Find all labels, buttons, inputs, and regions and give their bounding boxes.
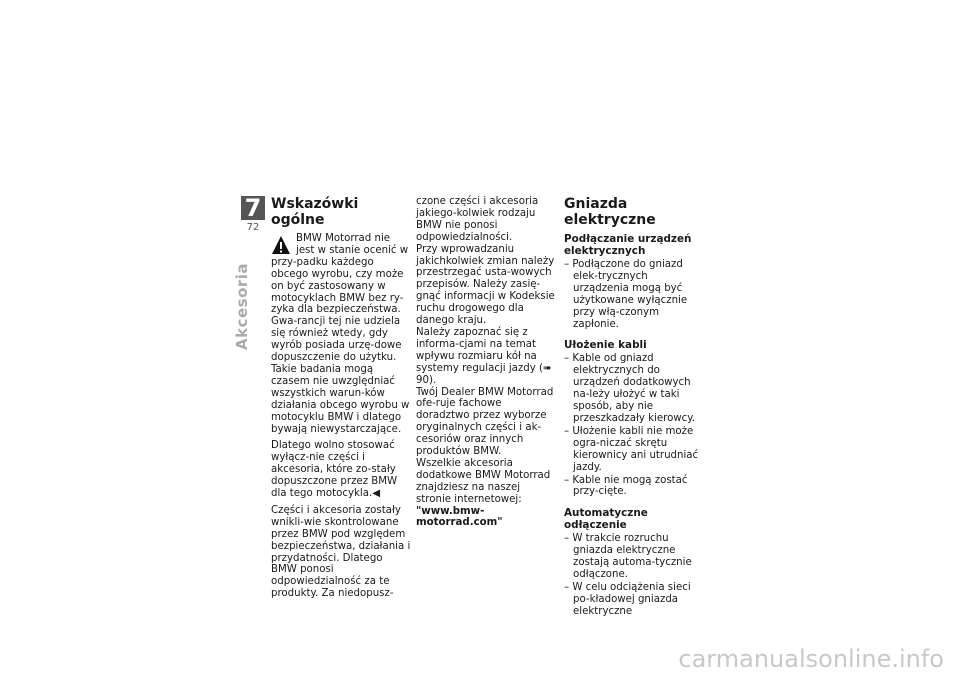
list-item: – Kable od gniazd elektrycznych do urządzeń dodatkowych na-leży ułożyć w taki sposób, aby nie przeszkadzały kierowcy. [564, 353, 696, 424]
subsection-connecting [564, 233, 704, 330]
column-3 [564, 196, 704, 627]
paragraph: Dlatego wolno stosować wyłącz-nie części i akcesoria, które zo-stały dopuszczone przez BMW dla tego motocykla.◀ [271, 440, 398, 500]
list-item: – Kable nie mogą zostać przy-cięte. [564, 474, 688, 498]
list-item: – Ułożenie kabli nie może ogra-niczać skrętu kierownicy ani utrudniać jazdy. [564, 425, 699, 473]
section-heading-sockets: Gniazda elektryczne [564, 196, 656, 228]
subsection-title: Ułożenie kabli [564, 339, 647, 352]
column-2 [416, 196, 556, 534]
paragraph: Części i akcesoria zostały wnikli-wie skontrolowane przez BMW pod względem bezpieczeństwa, działania i przydatności. Dlatego BMW ponosi odpowiedzialność za te produkty. Za niedopusz- [271, 504, 411, 600]
chapter-side-label: Akcesoria [233, 262, 251, 350]
page-number: 72 [246, 222, 260, 233]
paragraph: Wszelkie akcesoria dodatkowe BMW Motorrad znajdziesz na naszej stronie internetowej: [416, 457, 551, 505]
chapter-marker [241, 196, 265, 236]
chapter-number: 7 [241, 196, 265, 220]
paragraph: czone części i akcesoria jakiego-kolwiek rodzaju BMW nie ponosi odpowiedzialności. [416, 196, 539, 243]
list-item: – Podłączone do gniazd elek-trycznych urządzenia mogą być użytkowane wyłącznie przy włą-czonym zapłonie. [564, 259, 688, 330]
column-1 [271, 196, 411, 605]
subsection-title: Podłączanie urządzeń elektrycznych [564, 233, 692, 257]
list-item: – W celu odciążenia sieci po-kładowej gniazda elektryczne [564, 581, 691, 617]
subsection-cables [564, 339, 704, 498]
warning-text: BMW Motorrad nie jest w stanie ocenić w przy-padku każdego obcego wyrobu, czy może on być zastosowany w motocyklach BMW bez ry-zyka dla bezpieczeństwa. Gwa-rancji tej nie udziela się również wtedy, gdy wyrób posiada urzę-dowe dopuszczenie do użytku. Takie badania mogą czasem nie uwzględniać wszystkich warun-ków działania obcego wyrobu w motocyklu BMW i dlatego bywają niewystarczające. [271, 233, 410, 435]
watermark: carmanualsonline.info [678, 645, 944, 673]
paragraph: Twój Dealer BMW Motorrad ofe-ruje fachowe doradztwo przez wyborze oryginalnych części i ak-cesoriów oraz innych produktów BMW. [416, 386, 554, 458]
paragraph [271, 233, 411, 435]
paragraph: Przy wprowadzaniu jakichkolwiek zmian należy przestrzegać usta-wowych przepisów. Należy zasię-gnąć informacji w Kodeksie ruchu drogowego dla danego kraju. [416, 243, 555, 327]
list-item: – W trakcie rozruchu gniazda elektryczne zostają automa-tycznie odłączone. [564, 533, 692, 581]
subsection-title: Automatyczne odłączenie [564, 507, 648, 532]
website-link: "www.bmw-motorrad.com" [416, 505, 503, 529]
subsection-auto-disconnect [564, 507, 704, 617]
paragraph: Należy zapoznać się z informa-cjami na temat wpływu rozmiaru kół na systemy regulacji jazdy (➠ 90). [416, 326, 552, 386]
section-heading-general: Wskazówki ogólne [271, 196, 359, 228]
warning-icon [271, 235, 291, 255]
